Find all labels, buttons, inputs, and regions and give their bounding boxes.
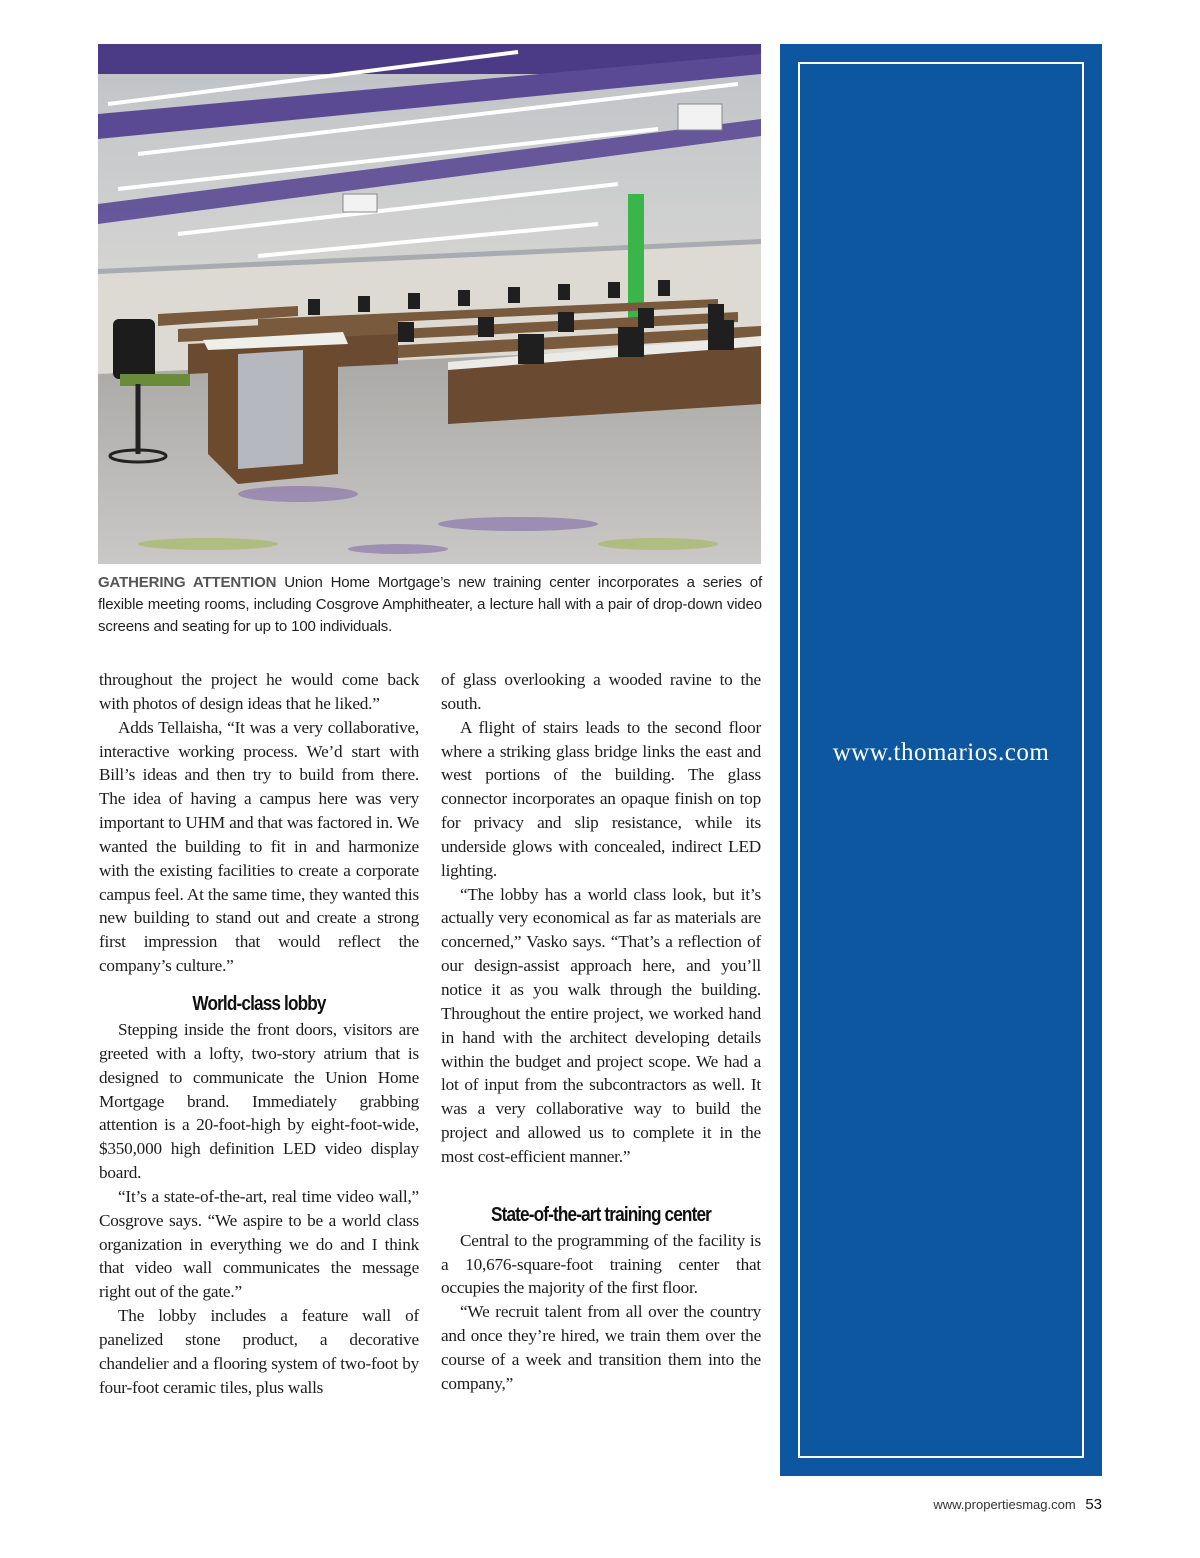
caption-lead: GATHERING ATTENTION — [98, 574, 277, 591]
paragraph: “The lobby has a world class look, but it’s actually very economical as far as materials are concerned,” Vasko says. “That’s a reflection of our design-assist approach here, and you’ll notice it as you walk through the building. Throughout the entire project, we worked hand in hand with the architect developing details within the budget and project scope. We had a lot of input from the subcontractors as well. It was a very collaborative way to build the project and allowed us to complete it in the most cost-efficient manner.” — [441, 884, 761, 1166]
advertisement-panel — [780, 44, 1102, 1476]
paragraph: The lobby includes a feature wall of panelized stone product, a decorative chandelier and a flooring system of two-foot by four-foot ceramic tiles, plus walls — [99, 1306, 419, 1397]
paragraph: Central to the programming of the facility is a 10,676-square-foot training center that occupies the majority of the first floor. — [441, 1230, 761, 1298]
paragraph: Adds Tellaisha, “It was a very collaborative, interactive working process. We’d start with Bill’s ideas and then try to build from there. The idea of having a campus here was very important to UHM and that was factored in. We wanted the building to fit in and harmonize with the existing facilities to create a corporate campus feel. At the same time, they wanted this new building to stand out and create a strong first impression that would reflect the company’s culture.” — [99, 717, 419, 976]
page-footer — [933, 1496, 1102, 1513]
article-column-right — [441, 668, 761, 1396]
page-number: 53 — [1085, 1496, 1102, 1513]
section-heading-training-center: State-of-the-art training center — [491, 1203, 711, 1226]
section-heading-lobby: World-class lobby — [192, 992, 326, 1015]
article-column-left — [99, 668, 419, 1399]
paragraph: A flight of stairs leads to the second floor where a striking glass bridge links the east and west portions of the building. The glass connector incorporates an opaque finish on top for privacy and slip resistance, while its underside glows with concealed, indirect LED lighting. — [441, 717, 761, 880]
article-photo — [98, 44, 761, 564]
photo-caption — [98, 572, 762, 638]
paragraph: “We recruit talent from all over the country and once they’re hired, we train them over the course of a week and transition them into the company,” — [441, 1302, 761, 1393]
paragraph: throughout the project he would come back with photos of design ideas that he liked.” — [99, 670, 419, 713]
ad-url-link[interactable]: www.thomarios.com — [832, 739, 1050, 766]
lecture-hall-illustration — [98, 44, 761, 564]
paragraph: of glass overlooking a wooded ravine to the south. — [441, 670, 761, 713]
paragraph: “It’s a state-of-the-art, real time video wall,” Cosgrove says. “We aspire to be a world class organization in everything we do and I think that video wall communicates the message right out of the gate.” — [99, 1186, 419, 1302]
caption-text: Union Home Mortgage’s new training center incorporates a series of flexible meeting rooms, including Cosgrove Amphitheater, a lecture hall with a pair of drop-down video screens and seating for up to 100 individuals. — [98, 574, 762, 635]
paragraph: Stepping inside the front doors, visitors are greeted with a lofty, two-story atrium that is designed to communicate the Union Home Mortgage brand. Immediately grabbing attention is a 20-foot-high by eight-foot-wide, $350,000 high definition LED video display board. — [99, 1019, 419, 1183]
footer-site: www.propertiesmag.com — [933, 1497, 1076, 1512]
